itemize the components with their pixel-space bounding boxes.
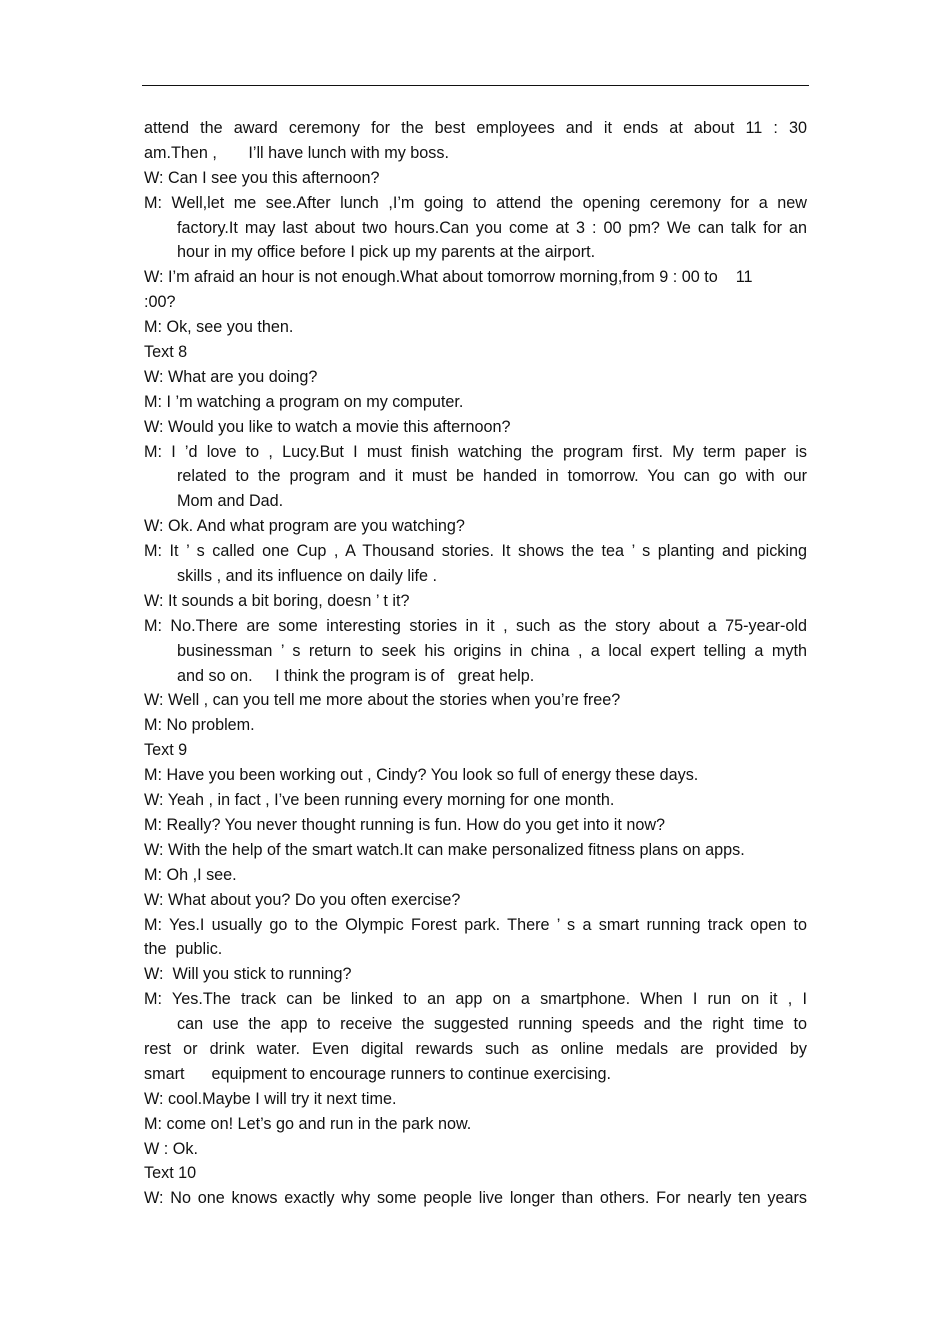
text-line: M: Yes.I usually go to the Olympic Forest park. There ’ s a smart running track open to (144, 915, 807, 934)
text-line: W: What are you doing? (144, 367, 318, 386)
text-line: W: Well , can you tell me more about the stories when you’re free? (144, 691, 621, 710)
text-line: M: I ’m watching a program on my computer. (144, 392, 464, 411)
text-line: Text 9 (144, 741, 188, 760)
text-line: W: cool.Maybe I will try it next time. (144, 1089, 397, 1108)
text-line: M: No.There are some interesting stories in it , such as the story about a 75-year-old (144, 616, 807, 635)
text-line: M: Really? You never thought running is fun. How do you get into it now? (144, 815, 666, 834)
text-line: W: I’m afraid an hour is not enough.What about tomorrow morning,from 9 : 00 to 11 (144, 268, 753, 287)
text-line: rest or drink water. Even digital rewards such as online medals are provided by (144, 1039, 807, 1058)
text-line: attend the award ceremony for the best employees and it ends at about 11 : 30 (144, 119, 807, 137)
text-line: W: Ok. And what program are you watching? (144, 517, 465, 536)
text-line: related to the program and it must be handed in tomorrow. You can go with our (177, 467, 807, 486)
text-line: and so on. I think the program is of great help. (177, 666, 535, 685)
text-line: M: Ok, see you then. (144, 318, 294, 337)
text-line: M: It ’ s called one Cup , A Thousand stories. It shows the tea ’ s planting and picking (144, 542, 807, 561)
text-line: M: come on! Let’s go and run in the park now. (144, 1114, 472, 1133)
text-line: factory.It may last about two hours.Can you come at 3 : 00 pm? We can talk for an (177, 218, 807, 237)
text-line: M: Well,let me see.After lunch ,I’m going to attend the opening ceremony for a new (144, 193, 807, 212)
text-line: M: I ’d love to , Lucy.But I must finish watching the program first. My term paper is (144, 442, 807, 461)
text-line: M: Yes.The track can be linked to an app on a smartphone. When I run on it , I (144, 990, 807, 1009)
text-line: Text 8 (144, 343, 188, 362)
text-line: skills , and its influence on daily life . (177, 567, 438, 586)
text-line: :00? (144, 293, 176, 312)
text-line: M: Oh ,I see. (144, 865, 237, 884)
text-line: M: Have you been working out , Cindy? You look so full of energy these days. (144, 766, 699, 785)
text-line: smart equipment to encourage runners to continue exercising. (144, 1064, 611, 1083)
text-line: Text 10 (144, 1164, 197, 1183)
text-line: W: Will you stick to running? (144, 965, 352, 984)
text-line: W: No one knows exactly why some people live longer than others. For nearly ten years (144, 1189, 807, 1208)
text-line: can use the app to receive the suggested running speeds and the right time to (177, 1015, 807, 1034)
text-line: W: With the help of the smart watch.It can make personalized fitness plans on apps. (144, 840, 745, 859)
text-line: the public. (144, 940, 223, 959)
header-rule (142, 85, 809, 86)
text-line: Mom and Dad. (177, 492, 284, 511)
text-line: hour in my office before I pick up my parents at the airport. (177, 243, 596, 262)
text-line: W: It sounds a bit boring, doesn ’ t it? (144, 591, 410, 610)
text-line: businessman ’ s return to seek his origins in china , a local expert telling a myth (177, 641, 807, 660)
text-line: W: Can I see you this afternoon? (144, 168, 380, 187)
text-line: M: No problem. (144, 716, 255, 735)
text-line: W : Ok. (144, 1139, 198, 1158)
text-line: W: Would you like to watch a movie this afternoon? (144, 417, 511, 436)
text-line: am.Then , I’ll have lunch with my boss. (144, 143, 449, 162)
transcript-body (144, 116, 807, 1211)
text-line: W: Yeah , in fact , I’ve been running every morning for one month. (144, 791, 615, 810)
text-line: W: What about you? Do you often exercise? (144, 890, 461, 909)
